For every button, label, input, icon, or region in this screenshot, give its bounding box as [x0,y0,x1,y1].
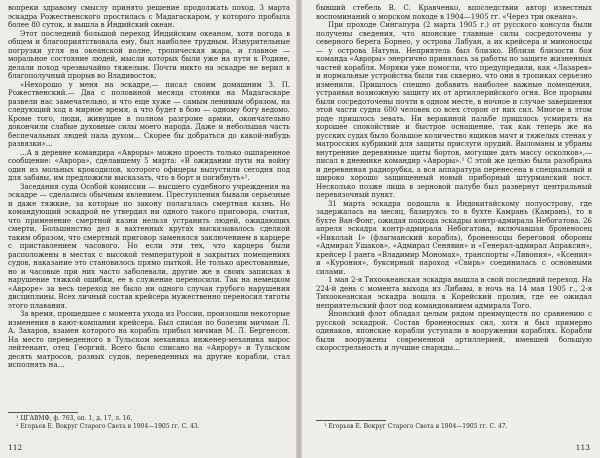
paragraph: ...А в деревне командира «Авроры» можно проесть только ошпаренное сообщение: «Аврора», сделавшему 5 марта: «В ожидании пути на войну один из мольных крокодилов, которого офицеры выпустили сегодня под для забавы, им предложили высказать, что в борт и погибнуть»¹. [8,147,290,182]
page-number: 112 [8,443,23,452]
page-number: 113 [575,443,590,452]
paragraph: Этот последний большой переход Индийским океаном, хотя погода в общем и благоприятствовала ему, был наиболее трудным. Изнурительные погрузки угля на океанской волне, тропическая жара, и главное — моральное состояние людей, мысли которых были уже на пути к Родине, делали поход чрезвычайно тяжелым. Почти никто на эскадре не верил в благополучный прорыв во Владивосток. [8,28,290,80]
right-page-body [316,4,592,353]
paragraph: 31 марта эскадра подошла к Индокитайскому полуострову, где задержалась на месяц, базируясь то в бухте Камрань (Камрань), то в бухте Ван-Фонг, ожидая подхода эскадры контр-адмирала Небогатова. 26 апреля эскадра контр-адмирала Небогатова, включавшая броненосец «Николай I» (флагманский корабль), броненосцы береговой обороны «Адмирал Ушаков», «Адмирал Сенявин» и «Генерал-адмирал Апраксин», крейсер I ранга «Владимир Мономах», транспорты «Ливония», «Ксения» и «Курония», буксирный пароход «Свирь» соединилась с основными силами. [316,198,592,276]
paragraph: вопреки здравому смыслу принято решение продолжать поход. 3 марта эскадра Рожественского простилась с Мадагаскаром, у которого пробыла более 80 суток, и вышла в Индийский океан. [8,3,290,29]
paragraph: За время, прошедшее с момента ухода из России, произошли некоторые изменения в кают-компании крейсера. Был списан по болезни мичман Л. А. Захаров, взамен которого на корабль прибыл мичман М. Л. Бергенсон. На место переведенного в Тульском механика инженер-механика вырос лейтенант, отец Георгий. Всего было списано на «Аврору» и Тульском десять матросов, разных судов, переведенных на другие корабли, стал исполнять на… [8,309,290,369]
footnote-rule [8,412,78,413]
right-page-footnotes [316,420,592,431]
footnote: ¹ ЦГАВМФ, ф. 763, оп. 1, д. 17, л. 16. [16,415,133,422]
paragraph: «Нехорошо у меня на эскадре,— писал своим домашним З. П. Рожественский.— Два с половиной месяца стоянки на Мадагаскаре развели нас замечательно, и что еще хуже — самым ленивым образом, на следующий ход в мирное время, а что будет в бою — одному богу ведомо. Кроме того, люди, живущие в полном разгроме армии, окончательно докончили слабые духовные силы моего народа. Даже и небольшая часть беспечальных людей пала духом... Скорее бы добраться до какой-нибудь развязки»... [8,79,290,148]
left-page-footnotes [8,412,290,430]
right-page [302,0,600,458]
footnote: ¹ Егорьев Е. Вокруг Старого Света в 1904—1905 гг. С. 47. [324,422,508,430]
paragraph: бывший стебель В. С. Кравченко, впоследствии автор известных воспоминаний о морском походе в 1904—1905 гг. «Через три океана». [316,3,592,21]
footnote: ² Егорьев Е. Вокруг Старого Света в 1904—1905 гг. С. 43. [16,422,200,430]
footnote-rule [316,420,386,421]
paragraph: 1 мая 2-я Тихоокеанская эскадра вышла в свой последний переход. На 224-й день с момента выхода из Либавы, в ночь на 14 мая 1905 г., 2-я Тихоокеанская эскадра вошла в Корейский пролив, где ее ожидал неприятельский флот под командованием адмирала Того. [316,275,592,310]
left-page-body [8,4,290,370]
left-page [0,0,298,458]
paragraph: Заседания суда Особой комиссии — высшего судебного учреждения на эскадре — сделались обычным явлением. Преступления бывали серьезные и даже тяжкие, за которые по закону полагалась смертная казнь. Но командующий эскадрой не утвердил ни одного такого приговора, считая, что применение смертной казни нельзя устранить людей, ожидающих смерти. Большинство дел в вахтенных кругах высказывалось сделкой таким образом, что смертный приговор заменялся заключением в карцере с приставлением часового. Но если эти тех, что карцера были расположены в местах с высокой температурой в закрытых помещениях судов, наказание это становилось прямо пыткой. Не только арестованные, но и часовые при них часто заболевали, другие же в своих записках в нарушение тяжкой ошибки, ее в служение переносили. Так на немецком «Авроре» за весь переход не было ни одного случая грубого нарушения дисциплины. Всех личный состав крейсера мужественно переносил тяготы этого плавания. [8,181,290,310]
paragraph: Японский флот обладал целым рядом преимуществ по сравнению с русской эскадрой. Состав броненосных сил, хотя и был примерно одинаков, японские корабли уступали в вооружении кораблях. Корабли были вооружены современной артиллерией, имевшей большую скорострельность и лучшие снаряды… [316,309,592,352]
paragraph: При проходе Сингапура (2 марта 1905 г.) от русского консула были получены сведения, что японские главные силы сосредоточены у северного берега Борнео, у острова Лабуан, а их крейсера и миноносцы — у острова Натуна. Неприятель был близко. Вблизи близости боя команда «Авроры» энергично принялась за работы по защите жизненных частей корабля. Моряки уже помогли, что предупредили, как «Лазарев» и нормальные устройства были так скверно, что они в тропиках серьезно изменили. Пришлось спешно добавить наиболее важные помещения, устраивая возможную защиту их от артиллерийского огня. Все прорывы были сосредоточены почти в одном месте, в ночное и случае завершения этой части судна 600 человек со всех сторон от них сил. Многое в этом роде пришлось зевать. Ни веракиной пальбе пришлось усмирять на хорошее спокойствие и быстрое оснащение, так как теперь же на русских судах было большое количество ящиков мачт и тяжелых стенах у матросских кубрикий для защиты прислуги орудий. Выломаны и убраны внутренние деревянные щиты бортов, могущие дать массу осколков»,— писал в дневнике командир «Авроры».¹ С этой же целью была разобрана и деревянная радиорубка, а вся аппаратура перенесена в специальный и широко хорошо защищенный новый приборный штурманский пост. Несколько позже лишь в зерновой палубе был развернут центральный перевязочный пункт. [316,20,592,199]
